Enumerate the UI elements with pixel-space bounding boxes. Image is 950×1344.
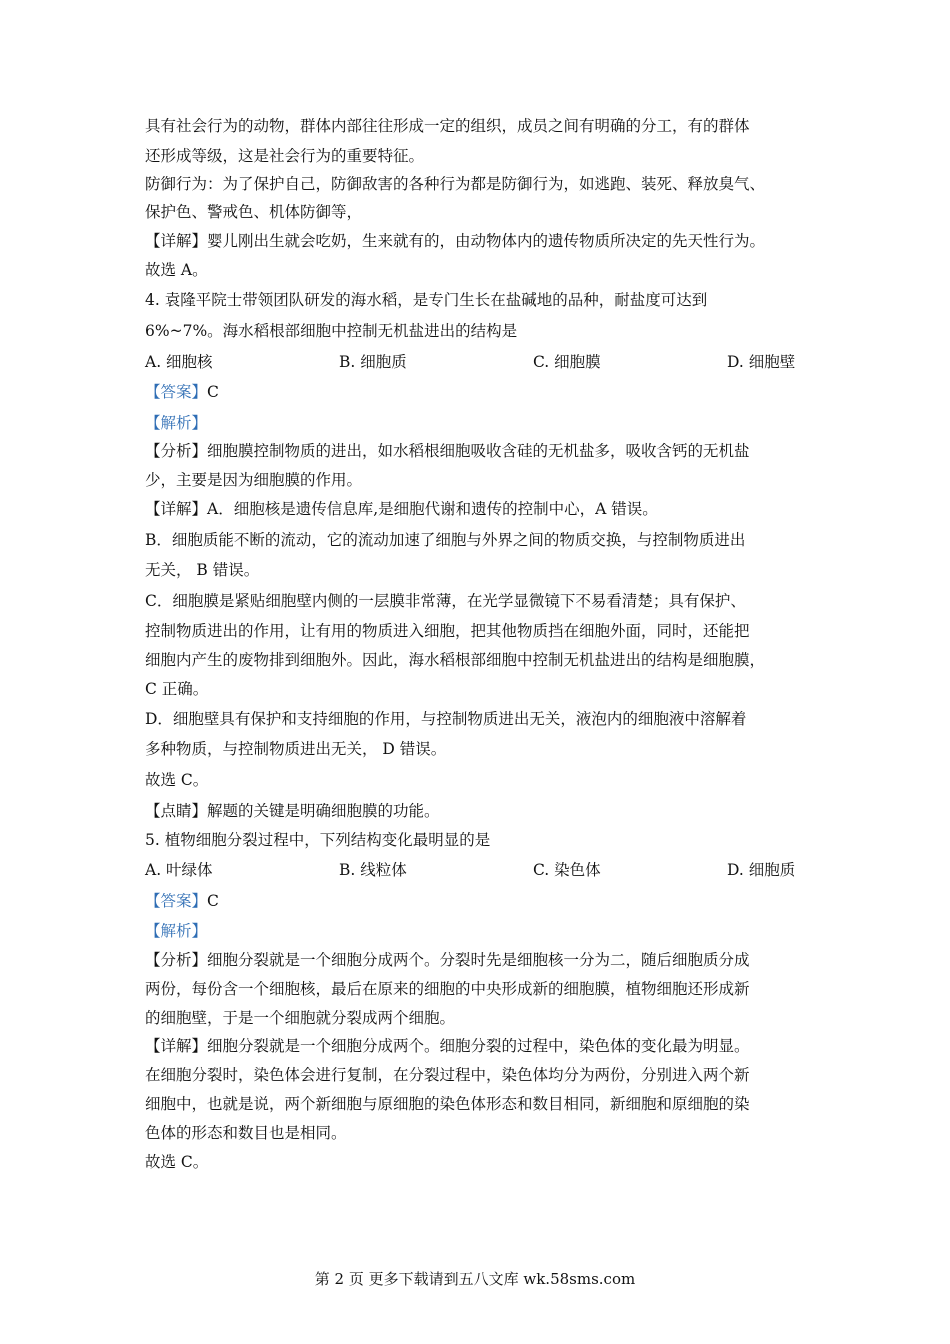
q5-answer — [145, 891, 219, 911]
q5-line: 细胞中，也就是说，两个新细胞与原细胞的染色体形态和数目相同，新细胞和原细胞的染 — [145, 1095, 750, 1113]
q4-line: 细胞内产生的废物排到细胞外。因此，海水稻根部细胞中控制无机盐进出的结构是细胞膜， — [145, 651, 766, 669]
intro-line-4: 保护色、警戒色、机体防御等， — [145, 203, 363, 221]
q5-line: 两份，每份含一个细胞核，最后在原来的细胞的中央形成新的细胞膜，植物细胞还形成新 — [145, 980, 750, 998]
q5-answer-tag: 【答案】 — [145, 892, 208, 910]
q4-option-a: A. 细胞核 — [145, 353, 213, 371]
q5-line: 故选 C。 — [145, 1153, 209, 1171]
q5-line: 【详解】细胞分裂就是一个细胞分成两个。细胞分裂的过程中，染色体的变化最为明显。 — [145, 1037, 750, 1055]
intro-line-1: 具有社会行为的动物，群体内部往往形成一定的组织，成员之间有明确的分工，有的群体 — [145, 117, 750, 135]
q5-line: 【分析】细胞分裂就是一个细胞分成两个。分裂时先是细胞核一分为二，随后细胞质分成 — [145, 951, 750, 969]
q5-option-d: D. 细胞质 — [727, 861, 796, 879]
q4-option-d: D. 细胞壁 — [727, 353, 796, 371]
q4-line: C．细胞膜是紧贴细胞壁内侧的一层膜非常薄，在光学显微镜下不易看清楚；具有保护、 — [145, 592, 746, 610]
q4-line: 少，主要是因为细胞膜的作用。 — [145, 471, 363, 489]
q5-line: 色体的形态和数目也是相同。 — [145, 1124, 347, 1142]
q4-answer-tag: 【答案】 — [145, 383, 208, 401]
q4-line: 【点睛】解题的关键是明确细胞膜的功能。 — [145, 802, 440, 820]
q4-option-b: B. 细胞质 — [339, 353, 407, 371]
intro-line-2: 还形成等级，这是社会行为的重要特征。 — [145, 147, 425, 165]
q5-answer-value: C — [207, 892, 219, 910]
q4-answer — [145, 382, 219, 402]
q4-line: 控制物质进出的作用，让有用的物质进入细胞，把其他物质挡在细胞外面，同时，还能把 — [145, 622, 750, 640]
q4-line: 无关， B 错误。 — [145, 561, 260, 579]
intro-line-3: 防御行为：为了保护自己，防御敌害的各种行为都是防御行为，如逃跑、装死、释放臭气、 — [145, 175, 766, 193]
q5-option-c: C. 染色体 — [533, 861, 601, 879]
q5-analysis-tag: 【解析】 — [145, 922, 208, 940]
q4-line: 故选 C。 — [145, 771, 209, 789]
q4-stem-1: 4. 袁隆平院士带领团队研发的海水稻，是专门生长在盐碱地的品种，耐盐度可达到 — [145, 291, 708, 309]
q4-line: 【详解】A．细胞核是遗传信息库,是细胞代谢和遗传的控制中心，A 错误。 — [145, 500, 658, 518]
q4-analysis-tag: 【解析】 — [145, 414, 208, 432]
q5-stem: 5. 植物细胞分裂过程中，下列结构变化最明显的是 — [145, 831, 491, 849]
intro-line-5: 【详解】婴儿刚出生就会吃奶，生来就有的，由动物体内的遗传物质所决定的先天性行为。 — [145, 232, 766, 250]
q5-option-a: A. 叶绿体 — [145, 861, 213, 879]
q5-option-b: B. 线粒体 — [339, 861, 407, 879]
q4-line: D．细胞壁具有保护和支持细胞的作用，与控制物质进出无关，液泡内的细胞液中溶解着 — [145, 710, 747, 728]
intro-line-6: 故选 A。 — [145, 261, 208, 279]
q4-stem-2: 6%~7%。海水稻根部细胞中控制无机盐进出的结构是 — [145, 322, 518, 340]
q4-line: C 正确。 — [145, 680, 209, 698]
q4-line: B．细胞质能不断的流动，它的流动加速了细胞与外界之间的物质交换，与控制物质进出 — [145, 531, 746, 549]
q4-line: 【分析】细胞膜控制物质的进出，如水稻根细胞吸收含硅的无机盐多，吸收含钙的无机盐 — [145, 442, 750, 460]
q4-line: 多种物质，与控制物质进出无关， D 错误。 — [145, 740, 447, 758]
q5-line: 的细胞壁，于是一个细胞就分裂成两个细胞。 — [145, 1009, 456, 1027]
q4-answer-value: C — [207, 383, 219, 401]
q5-line: 在细胞分裂时，染色体会进行复制，在分裂过程中，染色体均分为两份，分别进入两个新 — [145, 1066, 750, 1084]
q4-option-c: C. 细胞膜 — [533, 353, 601, 371]
page-footer: 第 2 页 更多下载请到五八文库 wk.58sms.com — [314, 1270, 636, 1288]
